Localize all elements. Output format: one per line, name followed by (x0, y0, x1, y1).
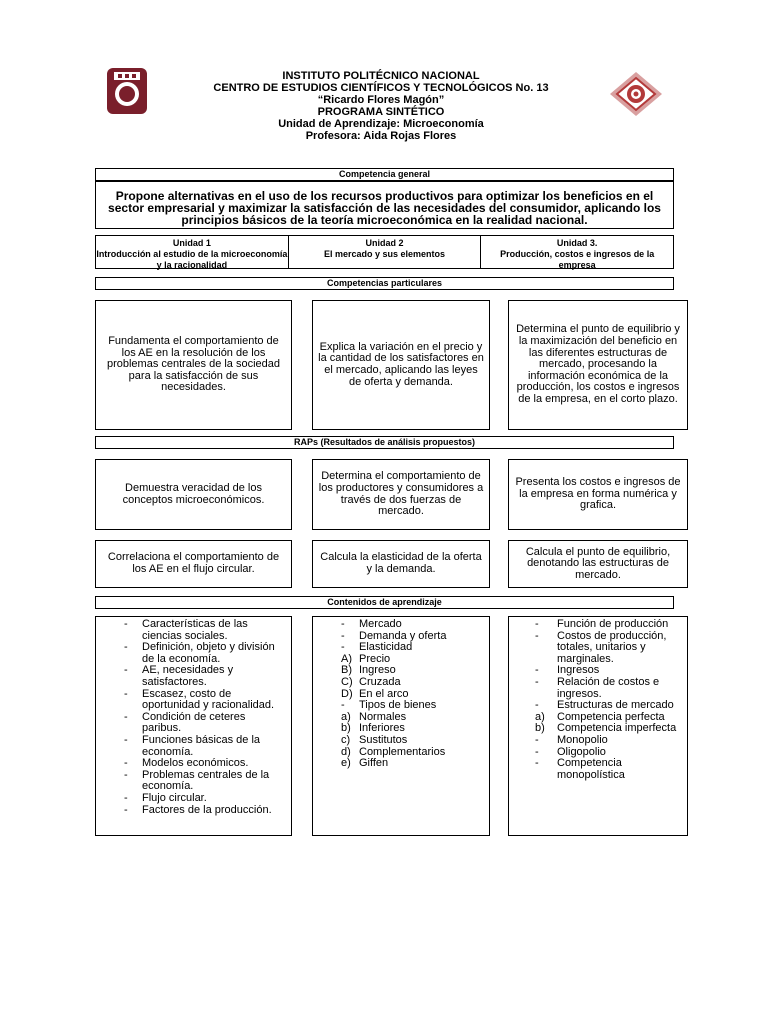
unit-number: Unidad 3. (556, 238, 598, 248)
list-item-text: Competencia imperfecta (557, 722, 677, 735)
contenidos-title: Contenidos de aprendizaje (95, 596, 674, 609)
list-marker: - (124, 618, 128, 630)
list-item-text: AE, necesidades y satisfactores. (142, 664, 234, 688)
list-item-text: Factores de la producción. (142, 803, 272, 816)
rap-row1-col2: Determina el comportamiento de los productores y consumidores a través de dos fuerzas de mercado. (312, 459, 490, 530)
list-marker: - (535, 618, 539, 630)
list-item-text: Estructuras de mercado (557, 699, 674, 712)
list-marker: e) (341, 757, 351, 770)
list-item-text: Normales (359, 710, 407, 723)
list-item-text: Ingreso (359, 664, 396, 677)
list-marker: - (341, 618, 345, 630)
learning-unit: Unidad de Aprendizaje: Microeconomía (278, 118, 484, 130)
list-item-text: Función de producción (557, 618, 669, 630)
list-item-text: Características de las ciencias sociales. (142, 618, 248, 642)
list-item-text: Escasez, costo de oportunidad y racionalidad. (142, 687, 275, 712)
list-marker: - (341, 699, 345, 712)
list-item-text: Complementarios (359, 745, 446, 758)
competencia-general-text: Propone alternativas en el uso de los recursos productivos para optimizar los beneficios en el sector empresarial y maximizar la satisfacción de las necesidades del consumidor, aplicando los principios básicos de la teoría microeconómica en la realidad nacional. (95, 181, 674, 229)
list-item-text: Cruzada (359, 675, 401, 688)
list-item (535, 677, 681, 700)
list-item-text: Definición, objeto y división de la economía. (142, 641, 275, 665)
center-name: CENTRO DE ESTUDIOS CIENTÍFICOS Y TECNOLÓGICOS No. 13 (213, 82, 549, 94)
list-item-text: Elasticidad (359, 641, 413, 654)
list-item-text: Relación de costos e ingresos. (557, 675, 660, 700)
list-item (341, 700, 483, 712)
list-marker: - (124, 803, 128, 816)
list-marker: - (124, 710, 128, 723)
list-marker: - (124, 768, 128, 781)
list-marker: A) (341, 652, 352, 665)
list-marker: B) (341, 664, 352, 677)
unit-3 (481, 236, 673, 268)
competencia-particular-1: Fundamenta el comportamiento de los AE en la resolución de los problemas centrales de la sociedad para la satisfacción de sus necesidades. (95, 300, 292, 430)
list-item (341, 619, 483, 631)
units-row (95, 235, 674, 269)
list-item-text: Mercado (359, 618, 402, 630)
contenidos-col-2 (312, 616, 490, 836)
list-item (124, 689, 283, 712)
unit-name: El mercado y sus elementos (323, 249, 446, 259)
list-item-text: Tipos de bienes (359, 699, 437, 712)
list-item (535, 631, 681, 666)
list-item (124, 712, 283, 735)
list-item-text: Demanda y oferta (359, 629, 447, 642)
list-marker: a) (341, 710, 351, 723)
ipn-logo (106, 66, 148, 116)
list-item (535, 735, 681, 747)
list-marker: C) (341, 675, 353, 688)
list-marker: c) (341, 733, 351, 746)
list-item-text: Sustitutos (359, 733, 408, 746)
list-item (124, 735, 283, 758)
list-item-text: Precio (359, 652, 391, 665)
list-item (535, 700, 681, 712)
list-marker: - (124, 641, 128, 654)
list-item (124, 665, 283, 688)
list-marker: - (124, 791, 128, 804)
list-marker: D) (341, 687, 353, 700)
list-item-text: Costos de producción, totales, unitarios y marginales. (557, 629, 667, 665)
list-marker: b) (341, 722, 351, 735)
list-item-text: Competencia perfecta (557, 710, 665, 723)
list-item-text: Problemas centrales de la economía. (142, 768, 270, 793)
list-item (124, 758, 283, 770)
list-marker: a) (535, 710, 545, 723)
list-item (124, 770, 283, 793)
program-title: PROGRAMA SINTÉTICO (317, 106, 445, 118)
center-subtitle: “Ricardo Flores Magón” (317, 94, 445, 106)
list-item-text: Funciones básicas de la economía. (142, 733, 261, 758)
list-item-text: Condición de ceteres paribus. (142, 710, 246, 735)
list-item (341, 758, 483, 770)
list-marker: b) (535, 722, 545, 735)
list-marker: - (124, 664, 128, 677)
unit-name: Producción, costos e ingresos de la empresa (500, 249, 655, 270)
cecyt-logo (608, 70, 664, 118)
list-item-text: Flujo circular. (142, 791, 207, 804)
list-item-text: Modelos económicos. (142, 757, 249, 770)
contenidos-col-3 (508, 616, 688, 836)
professor: Profesora: Aida Rojas Flores (305, 130, 457, 142)
document-header (150, 70, 612, 142)
list-marker: - (535, 675, 539, 688)
list-marker: d) (341, 745, 351, 758)
unit-name: Introducción al estudio de la microeconomía y la racionalidad (96, 249, 288, 270)
list-item-text: Ingresos (557, 664, 600, 677)
unit-number: Unidad 1 (172, 238, 211, 248)
competencias-particulares-title: Competencias particulares (95, 277, 674, 290)
rap-row2-col2: Calcula la elasticidad de la oferta y la demanda. (312, 540, 490, 588)
list-item (341, 735, 483, 747)
competencia-particular-3: Determina el punto de equilibrio y la maximización del beneficio en las diferentes estructuras de mercado, procesando la información económica de la producción, los costos e ingresos de la empresa, en el corto plazo. (508, 300, 688, 430)
list-marker: - (124, 733, 128, 746)
list-item (535, 619, 681, 631)
institution-name: INSTITUTO POLITÉCNICO NACIONAL (282, 70, 480, 82)
unit-1 (96, 236, 289, 268)
contenidos-col-1 (95, 616, 292, 836)
list-item-text: En el arco (359, 687, 409, 700)
competencia-general-title: Competencia general (95, 168, 674, 181)
list-item-text: Competencia monopolística (557, 757, 625, 781)
list-item (124, 805, 283, 817)
list-item (535, 758, 681, 781)
list-item-text: Inferiores (359, 722, 405, 735)
list-marker: - (535, 733, 539, 746)
list-item (124, 642, 283, 665)
list-marker: - (124, 687, 128, 700)
competencia-particular-2: Explica la variación en el precio y la cantidad de los satisfactores en el mercado, aplicando las leyes de oferta y demanda. (312, 300, 490, 430)
rap-row2-col3: Calcula el punto de equilibrio, denotando las estructuras de mercado. (508, 540, 688, 588)
rap-row1-col1: Demuestra veracidad de los conceptos microeconómicos. (95, 459, 292, 530)
unit-number: Unidad 2 (365, 238, 404, 248)
unit-2 (289, 236, 482, 268)
rap-row1-col3: Presenta los costos e ingresos de la empresa en forma numérica y grafica. (508, 459, 688, 530)
list-item (124, 793, 283, 805)
list-marker: - (535, 629, 539, 642)
list-item-text: Giffen (359, 757, 389, 770)
list-item (341, 677, 483, 689)
list-marker: - (341, 629, 345, 642)
list-item-text: Oligopolio (557, 745, 606, 758)
list-marker: - (535, 699, 539, 712)
list-marker: - (124, 757, 128, 770)
list-marker: - (341, 641, 345, 654)
raps-title: RAPs (Resultados de análisis propuestos) (95, 436, 674, 449)
list-item-text: Monopolio (557, 733, 608, 746)
list-item (124, 619, 283, 642)
list-marker: - (535, 664, 539, 677)
rap-row2-col1: Correlaciona el comportamiento de los AE en el flujo circular. (95, 540, 292, 588)
list-marker: - (535, 757, 539, 770)
list-marker: - (535, 745, 539, 758)
